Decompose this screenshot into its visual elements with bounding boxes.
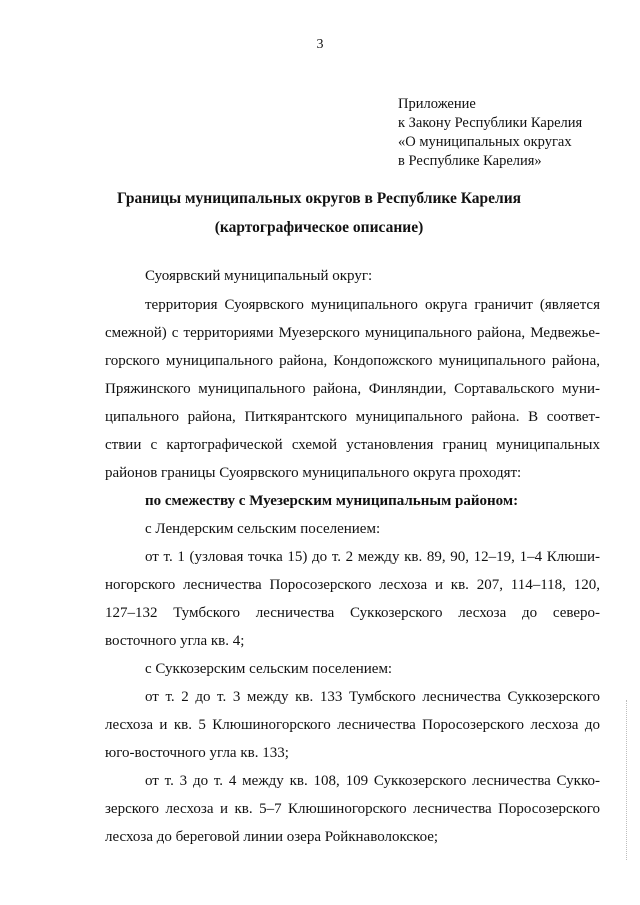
document-subtitle: (картографическое описание)	[214, 219, 424, 236]
section-heading: по смежеству с Муезерским муниципальным районом:	[145, 493, 519, 509]
appendix-line: Приложение	[398, 96, 476, 112]
paragraph-line: с Лендерским сельским поселением:	[145, 521, 381, 537]
scan-edge-mark	[626, 700, 628, 860]
page-number: 3	[316, 37, 324, 52]
paragraph-line: ципального района, Питкярантского муниципального района. В соответ-	[105, 409, 600, 425]
paragraph-line: территория Суоярвского муниципального округа граничит (является	[145, 297, 600, 313]
paragraph-line: восточного угла кв. 4;	[105, 633, 245, 649]
paragraph-line: от т. 1 (узловая точка 15) до т. 2 между кв. 89, 90, 12–19, 1–4 Клюши-	[145, 549, 600, 565]
paragraph-line: Пряжинского муниципального района, Финляндии, Сортавальского муни-	[105, 381, 600, 397]
paragraph-line: с Суккозерским сельским поселением:	[145, 661, 393, 677]
appendix-note	[398, 95, 582, 171]
paragraph-line: Суоярвский муниципальный округ:	[145, 268, 373, 284]
paragraph-line: лесхоза до береговой линии озера Ройкнаволокское;	[105, 829, 439, 845]
paragraph-line: лесхоза и кв. 5 Клюшиногорского лесничества Поросозерского лесхоза до	[105, 717, 600, 733]
paragraph-line: горского муниципального района, Кондопожского муниципального района,	[105, 353, 600, 369]
paragraph-line: юго-восточного угла кв. 133;	[105, 745, 289, 761]
appendix-line: к Закону Республики Карелия	[398, 115, 583, 131]
paragraph-line: зерского лесхоза и кв. 5–7 Клюшиногорского лесничества Поросозерского	[105, 801, 600, 817]
paragraph-line: смежной) с территориями Муезерского муниципального района, Медвежье-	[105, 325, 600, 341]
document-title: Границы муниципальных округов в Республике Карелия	[116, 190, 522, 207]
paragraph-line: ногорского лесничества Поросозерского лесхоза и кв. 207, 114–118, 120,	[105, 577, 600, 593]
appendix-line: в Республике Карелия»	[398, 153, 542, 169]
paragraph-line: от т. 3 до т. 4 между кв. 108, 109 Суккозерского лесничества Сукко-	[145, 773, 600, 789]
paragraph-line: 127–132 Тумбского лесничества Суккозерского лесхоза до северо-	[105, 605, 600, 621]
appendix-line: «О муниципальных округах	[398, 134, 572, 150]
paragraph-line: районов границы Суоярвского муниципального округа проходят:	[105, 465, 522, 481]
paragraph-line: ствии с картографической схемой установления границ муниципальных	[105, 437, 600, 453]
paragraph-line: от т. 2 до т. 3 между кв. 133 Тумбского лесничества Суккозерского	[145, 689, 600, 705]
